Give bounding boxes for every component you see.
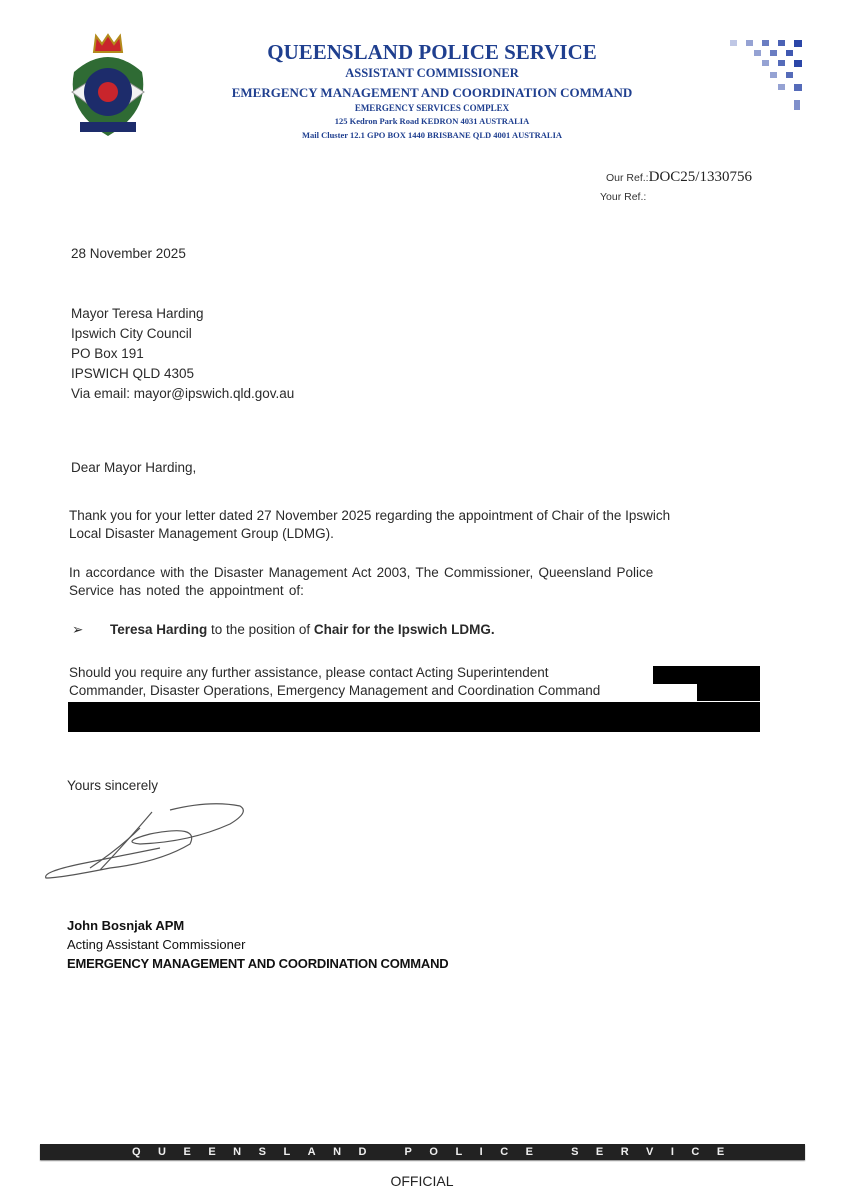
paragraph-line: Thank you for your letter dated 27 November 2025 regarding the appointment of Chair of the Ipswich (69, 508, 671, 523)
signatory-title: Acting Assistant Commissioner (67, 937, 246, 952)
complex-name: EMERGENCY SERVICES COMPLEX (354, 103, 510, 113)
paragraph-line: Should you require any further assistance, please contact Acting Superintendent (69, 665, 549, 680)
footer-banner-text: QUEENSLAND POLICE SERVICE (132, 1146, 742, 1158)
paragraph-1 (69, 507, 670, 543)
letter-date: 28 November 2025 (71, 246, 186, 261)
arrow-bullet-icon: ➢ (72, 622, 84, 637)
appointee-role: Chair for the Ipswich LDMG. (313, 622, 495, 637)
salutation: Dear Mayor Harding, (71, 460, 197, 475)
org-name: QUEENSLAND POLICE SERVICE (267, 40, 597, 64)
our-ref-label: Our Ref.: (606, 172, 649, 184)
bullet-text: to the position of (207, 622, 314, 637)
checkered-pattern-logo (720, 38, 810, 118)
recipient-line: Ipswich City Council (71, 326, 192, 341)
redaction-box (653, 666, 760, 684)
our-ref-value: DOC25/1330756 (648, 169, 752, 185)
command-name: EMERGENCY MANAGEMENT AND COORDINATION COMMAND (231, 85, 633, 100)
qps-crest-logo (66, 32, 150, 142)
recipient-address (71, 304, 294, 404)
paragraph-line: Commander, Disaster Operations, Emergency Management and Coordination Command (69, 683, 601, 698)
office-name: ASSISTANT COMMISSIONER (345, 66, 519, 80)
our-reference (606, 168, 752, 186)
appointee-name: Teresa Harding (110, 622, 208, 637)
redaction-box (697, 683, 760, 701)
redaction-box (68, 702, 760, 732)
your-ref-label: Your Ref.: (600, 191, 647, 203)
recipient-line: Via email: mayor@ipswich.qld.gov.au (71, 386, 295, 401)
recipient-line: PO Box 191 (71, 346, 144, 361)
signatory-block (67, 916, 448, 973)
paragraph-3 (69, 664, 600, 700)
signatory-command: EMERGENCY MANAGEMENT AND COORDINATION COMMAND (67, 956, 449, 971)
recipient-line: Mayor Teresa Harding (71, 306, 204, 321)
classification-label: OFFICIAL (390, 1173, 454, 1189)
signatory-name: John Bosnjak APM (67, 918, 185, 933)
paragraph-line: Local Disaster Management Group (LDMG). (69, 526, 334, 541)
street-address: 125 Kedron Park Road KEDRON 4031 AUSTRALIA (334, 116, 530, 126)
closing: Yours sincerely (67, 778, 159, 793)
signature-image (40, 798, 250, 884)
paragraph-line: Service has noted the appointment of: (69, 583, 304, 598)
paragraph-2 (69, 564, 653, 600)
appointment-bullet (72, 621, 495, 639)
paragraph-line: In accordance with the Disaster Management Act 2003, The Commissioner, Queensland Police (69, 565, 654, 580)
recipient-line: IPSWICH QLD 4305 (71, 366, 195, 381)
postal-address: Mail Cluster 12.1 GPO BOX 1440 BRISBANE QLD 4001 AUSTRALIA (301, 130, 563, 140)
footer-banner (40, 1144, 805, 1160)
